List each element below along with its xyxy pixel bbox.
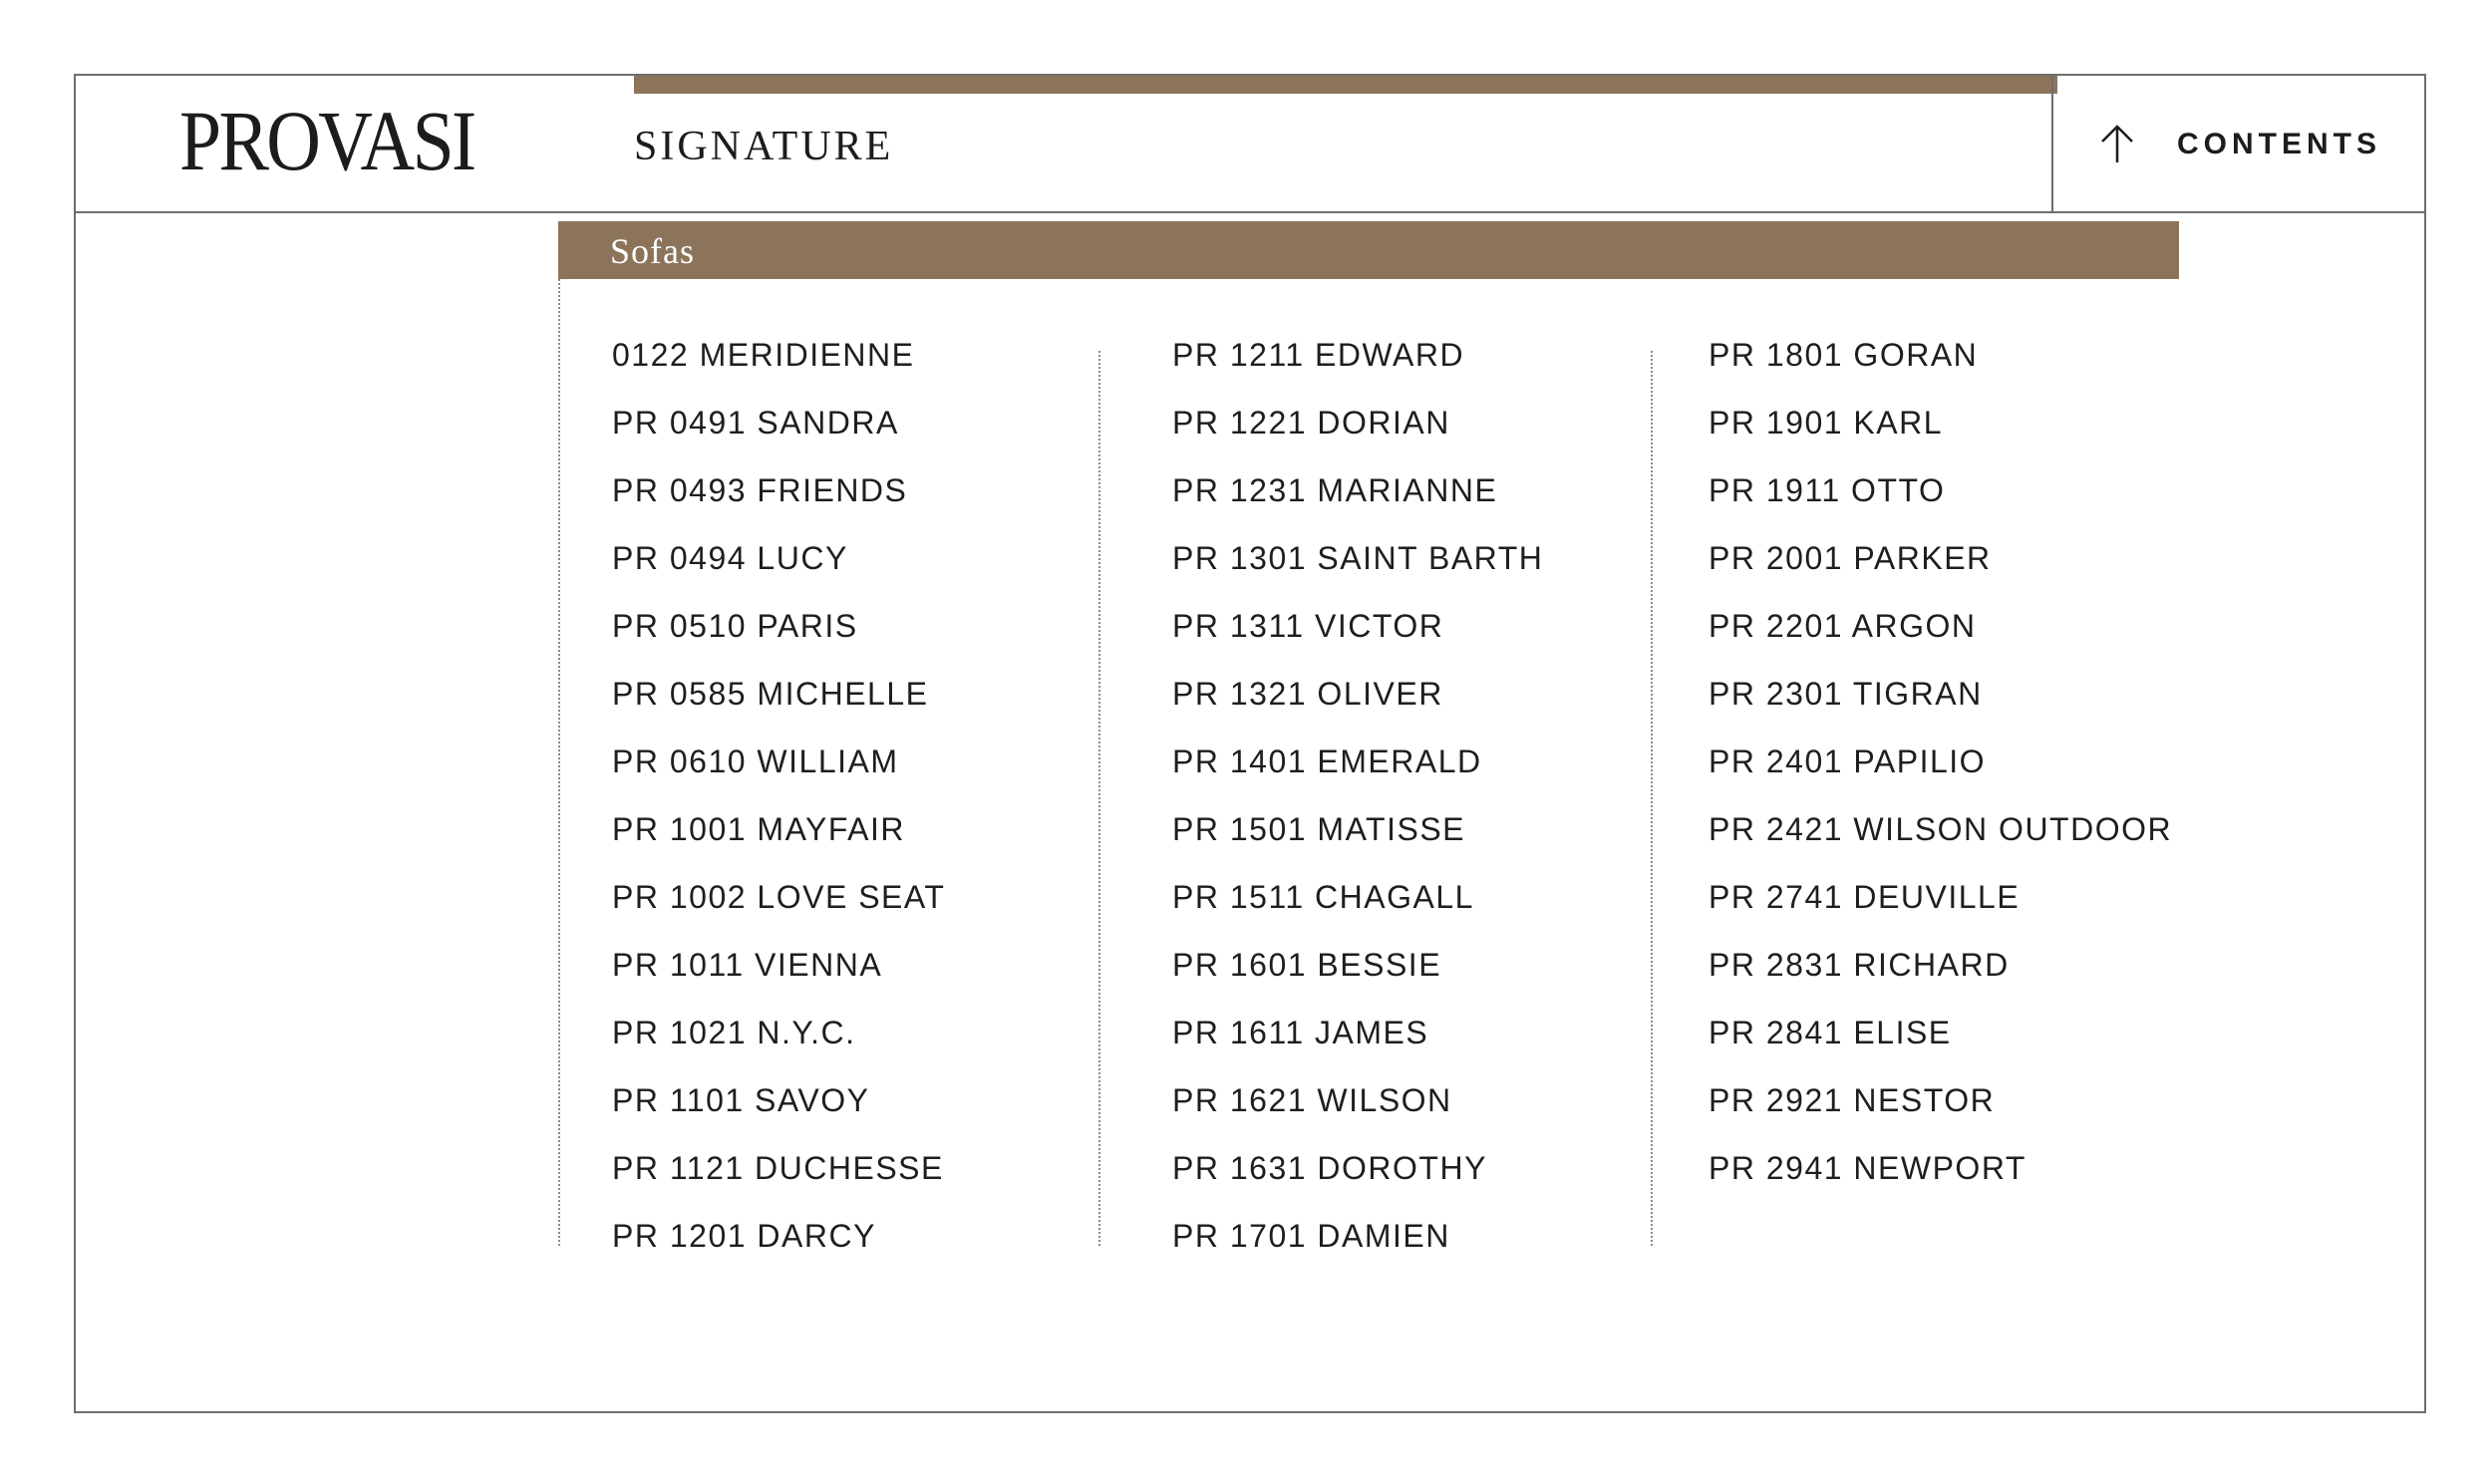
product-link[interactable]: PR 0610 WILLIAM <box>612 743 899 779</box>
product-link[interactable]: PR 1211 EDWARD <box>1172 337 1465 373</box>
product-link[interactable]: PR 2201 ARGON <box>1709 608 1977 644</box>
column-divider <box>558 279 560 1246</box>
product-link[interactable]: PR 1321 OLIVER <box>1172 676 1443 712</box>
product-link[interactable]: PR 1231 MARIANNE <box>1172 472 1498 508</box>
contents-label: CONTENTS <box>2177 128 2381 160</box>
header <box>76 76 2424 213</box>
product-link[interactable]: PR 2921 NESTOR <box>1709 1082 1996 1118</box>
product-link[interactable]: PR 2741 DEUVILLE <box>1709 879 2021 915</box>
product-link[interactable]: PR 1621 WILSON <box>1172 1082 1452 1118</box>
product-link[interactable]: PR 1301 SAINT BARTH <box>1172 540 1544 576</box>
section-title: Sofas <box>610 231 695 271</box>
product-link[interactable]: PR 1002 LOVE SEAT <box>612 879 946 915</box>
brand-logo[interactable]: PROVASI <box>179 93 474 188</box>
product-column-2 <box>1172 339 1543 1288</box>
product-link[interactable]: PR 1701 DAMIEN <box>1172 1218 1450 1254</box>
column-divider <box>1651 351 1653 1246</box>
product-link[interactable]: PR 1801 GORAN <box>1709 337 1979 373</box>
collection-title: SIGNATURE <box>634 124 894 169</box>
column-divider <box>1098 351 1100 1246</box>
product-link[interactable]: PR 1611 JAMES <box>1172 1015 1429 1050</box>
product-link[interactable]: PR 1011 VIENNA <box>612 947 883 983</box>
product-link[interactable]: PR 2941 NEWPORT <box>1709 1150 2026 1186</box>
product-link[interactable]: PR 0510 PARIS <box>612 608 858 644</box>
accent-bar <box>634 76 2057 94</box>
product-link[interactable]: PR 2001 PARKER <box>1709 540 1992 576</box>
product-link[interactable]: PR 1201 DARCY <box>612 1218 876 1254</box>
product-link[interactable]: PR 1221 DORIAN <box>1172 405 1450 441</box>
product-link[interactable]: PR 1001 MAYFAIR <box>612 811 906 847</box>
section-header <box>558 221 2179 279</box>
product-link[interactable]: PR 1121 DUCHESSE <box>612 1150 944 1186</box>
product-link[interactable]: PR 1601 BESSIE <box>1172 947 1442 983</box>
product-link[interactable]: PR 1311 VICTOR <box>1172 608 1444 644</box>
product-link[interactable]: PR 1911 OTTO <box>1709 472 1946 508</box>
product-link[interactable]: PR 1021 N.Y.C. <box>612 1015 856 1050</box>
product-link[interactable]: PR 1401 EMERALD <box>1172 743 1482 779</box>
product-link[interactable]: 0122 MERIDIENNE <box>612 337 915 373</box>
product-link[interactable]: PR 2421 WILSON OUTDOOR <box>1709 811 2173 847</box>
product-column-3 <box>1709 339 2172 1220</box>
product-column-1 <box>612 339 945 1288</box>
product-link[interactable]: PR 1101 SAVOY <box>612 1082 870 1118</box>
product-link[interactable]: PR 1631 DOROTHY <box>1172 1150 1487 1186</box>
product-link[interactable]: PR 2401 PAPILIO <box>1709 743 1987 779</box>
product-link[interactable]: PR 2301 TIGRAN <box>1709 676 1983 712</box>
product-link[interactable]: PR 1901 KARL <box>1709 405 1944 441</box>
product-link[interactable]: PR 1501 MATISSE <box>1172 811 1466 847</box>
arrow-up-icon <box>2099 124 2135 163</box>
contents-button[interactable] <box>2051 76 2424 211</box>
product-link[interactable]: PR 2831 RICHARD <box>1709 947 2010 983</box>
product-link[interactable]: PR 2841 ELISE <box>1709 1015 1952 1050</box>
product-link[interactable]: PR 0585 MICHELLE <box>612 676 929 712</box>
product-link[interactable]: PR 0494 LUCY <box>612 540 848 576</box>
product-link[interactable]: PR 1511 CHAGALL <box>1172 879 1474 915</box>
product-link[interactable]: PR 0493 FRIENDS <box>612 472 908 508</box>
product-link[interactable]: PR 0491 SANDRA <box>612 405 899 441</box>
